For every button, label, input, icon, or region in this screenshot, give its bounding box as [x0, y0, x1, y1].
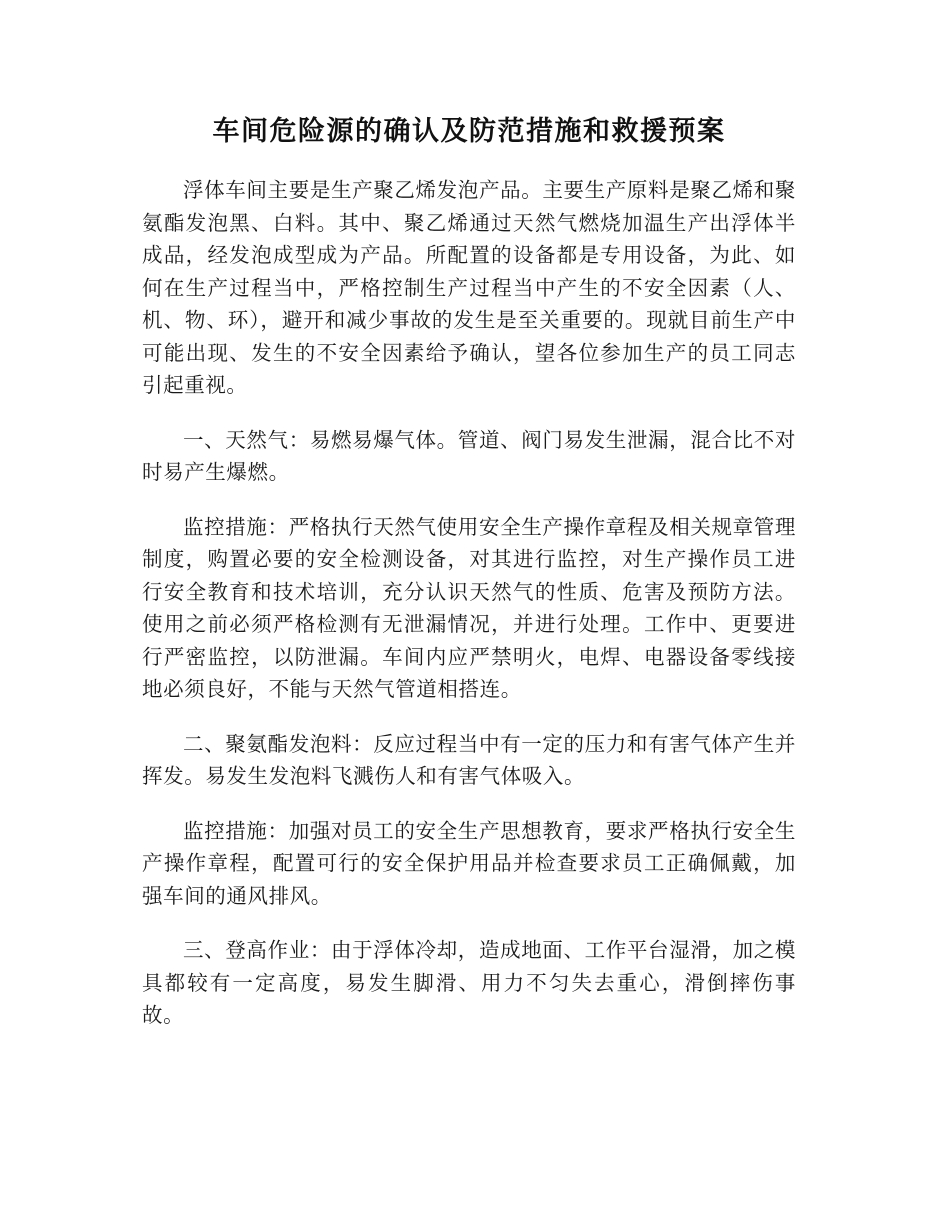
paragraph-natural-gas-measures: 监控措施：严格执行天然气使用安全生产操作章程及相关规章管理制度，购置必要的安全检测设备，对其进行监控，对生产操作员工进行安全教育和技术培训，充分认识天然气的性质、危害及预防方法。使用之前必须严格检测有无泄漏情况，并进行处理。工作中、更要进行严密监控，以防泄漏。车间内应严禁明火，电焊、电器设备零线接地必须良好，不能与天然气管道相搭连。 [142, 514, 796, 701]
document-title: 车间危险源的确认及防范措施和救援预案 [212, 116, 726, 147]
paragraph-polyurethane-measures: 监控措施：加强对员工的安全生产思想教育，要求严格执行安全生产操作章程，配置可行的安全保护用品并检查要求员工正确佩戴，加强车间的通风排风。 [142, 818, 796, 908]
paragraph-intro: 浮体车间主要是生产聚乙烯发泡产品。主要生产原料是聚乙烯和聚氨酯发泡黑、白料。其中、聚乙烯通过天然气燃烧加温生产出浮体半成品，经发泡成型成为产品。所配置的设备都是专用设备，为此、如何在生产过程当中，严格控制生产过程当中产生的不安全因素（人、机、物、环），避开和减少事故的发生是至关重要的。现就目前生产中可能出现、发生的不安全因素给予确认，望各位参加生产的员工同志引起重视。 [142, 178, 796, 397]
paragraph-natural-gas-hazard: 一、天然气：易燃易爆气体。管道、阀门易发生泄漏，混合比不对时易产生爆燃。 [142, 427, 796, 484]
paragraph-polyurethane-hazard: 二、聚氨酯发泡料：反应过程当中有一定的压力和有害气体产生并挥发。易发生发泡料飞溅伤人和有害气体吸入。 [142, 731, 796, 788]
document-page [142, 112, 796, 1032]
paragraph-height-work-hazard: 三、登高作业：由于浮体冷却，造成地面、工作平台湿滑，加之模具都较有一定高度，易发生脚滑、用力不匀失去重心，滑倒摔伤事故。 [142, 938, 796, 1027]
